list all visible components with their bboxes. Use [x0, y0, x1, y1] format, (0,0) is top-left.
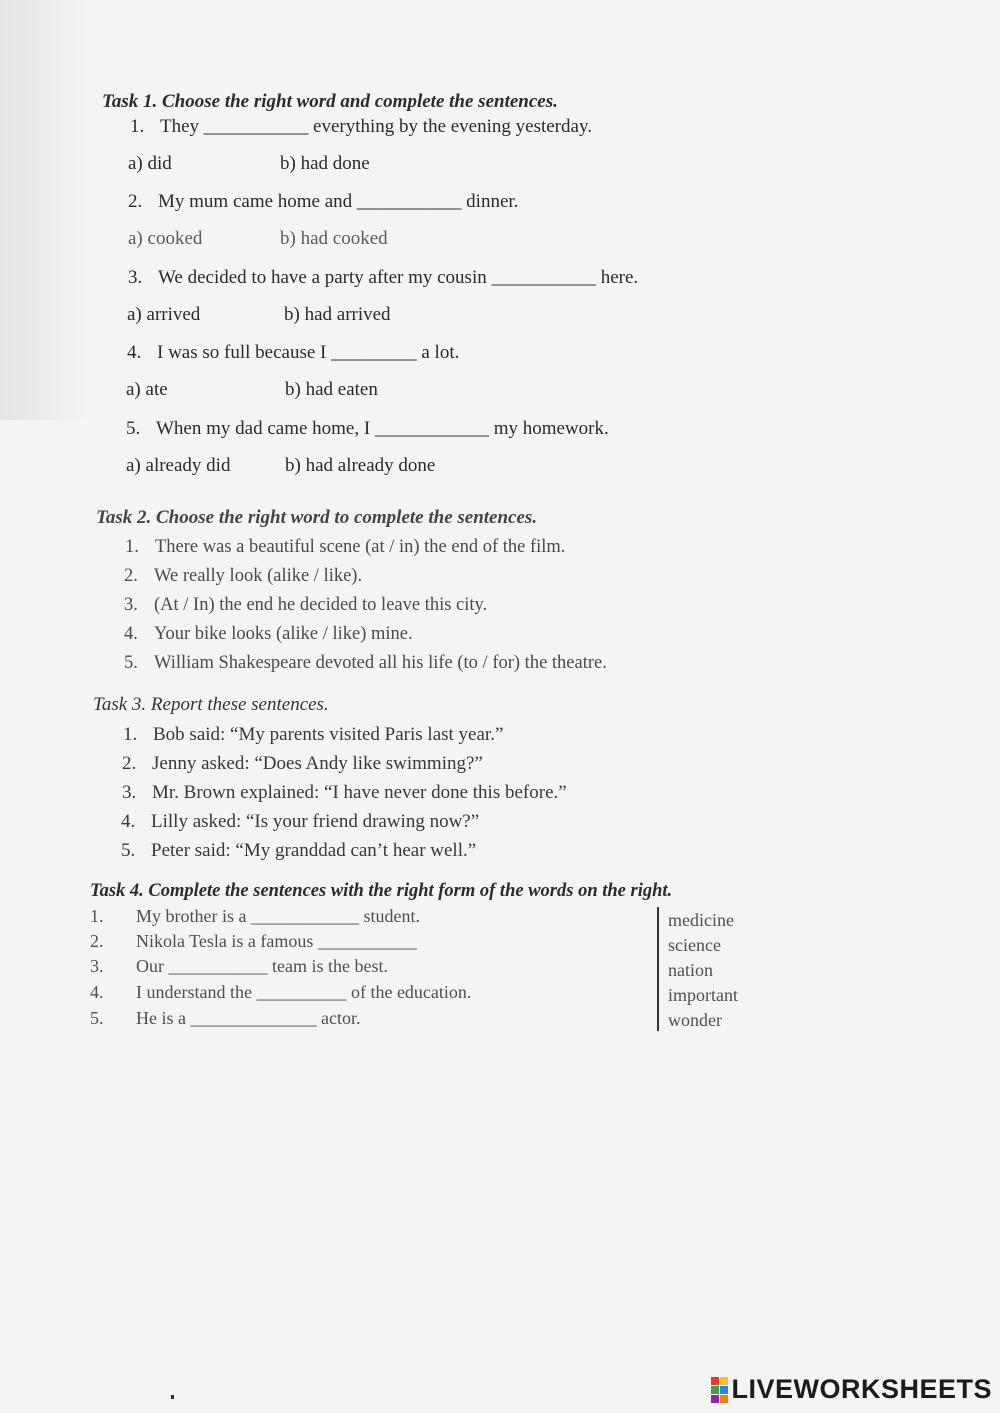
task2-item-1	[125, 537, 565, 558]
task2-item-3	[124, 595, 487, 616]
item-number: 3.	[90, 956, 104, 976]
option-a[interactable]: a) already did	[126, 455, 231, 476]
item-text: Our ___________ team is the best.	[136, 956, 388, 976]
item-text: Lilly asked: “Is your friend drawing now?”	[151, 811, 480, 832]
option-b[interactable]: b) had done	[280, 153, 370, 174]
liveworksheets-text: LIVEWORKSHEETS	[731, 1374, 992, 1404]
word-wonder: wonder	[668, 1010, 722, 1030]
option-a[interactable]: a) did	[128, 153, 172, 174]
item-text: We really look (alike / like).	[154, 566, 363, 586]
item-number: 2.	[124, 566, 138, 586]
item-text: He is a ______________ actor.	[136, 1008, 361, 1028]
task1-options-1	[128, 153, 528, 177]
task3-item-5	[121, 840, 476, 862]
liveworksheets-logo	[711, 1374, 992, 1405]
option-b[interactable]: b) had cooked	[280, 228, 388, 249]
task1-options-5	[126, 455, 526, 479]
item-text: I understand the __________ of the education.	[136, 982, 472, 1002]
word-nation: nation	[668, 960, 713, 980]
word-important: important	[668, 985, 738, 1005]
item-number: 3.	[122, 782, 137, 803]
item-number: 5.	[121, 840, 136, 861]
item-number: 3.	[124, 595, 138, 615]
question-number: 5.	[126, 418, 141, 439]
task2-item-4	[124, 624, 413, 645]
task3-item-3	[122, 782, 567, 804]
item-number: 4.	[90, 982, 104, 1002]
item-text: (At / In) the end he decided to leave this city.	[154, 595, 488, 615]
task1-question-1	[130, 116, 592, 138]
scan-shadow	[0, 0, 90, 420]
task1-question-3	[128, 267, 638, 289]
item-number: 2.	[122, 753, 137, 774]
item-text: My brother is a ____________ student.	[136, 906, 420, 926]
scan-speck	[171, 1395, 174, 1399]
question-text: We decided to have a party after my cousin ___________ here.	[158, 267, 639, 288]
item-number: 5.	[124, 653, 138, 673]
option-b[interactable]: b) had eaten	[285, 379, 378, 400]
item-text: Peter said: “My granddad can’t hear well.”	[151, 840, 477, 861]
logo-square	[711, 1395, 719, 1403]
task3-item-2	[122, 753, 483, 775]
item-number: 1.	[125, 537, 139, 557]
word-list-divider	[657, 907, 659, 1031]
question-number: 2.	[128, 191, 143, 212]
option-b[interactable]: b) had already done	[285, 455, 436, 476]
liveworksheets-grid-icon	[711, 1377, 728, 1403]
item-number: 2.	[90, 931, 104, 951]
item-text: There was a beautiful scene (at / in) the end of the film.	[155, 537, 566, 557]
logo-square	[711, 1377, 719, 1385]
logo-square	[720, 1377, 728, 1385]
logo-square	[720, 1386, 728, 1394]
item-number: 4.	[121, 811, 136, 832]
question-text: They ___________ everything by the evening yesterday.	[160, 116, 592, 137]
logo-square	[720, 1395, 728, 1403]
logo-square	[711, 1386, 719, 1394]
item-number: 1.	[90, 906, 104, 926]
question-text: My mum came home and ___________ dinner.	[158, 191, 519, 212]
task1-title: Task 1. Choose the right word and complete the sentences.	[102, 91, 558, 112]
item-text: Your bike looks (alike / like) mine.	[154, 624, 413, 644]
item-text: Mr. Brown explained: “I have never done this before.”	[152, 782, 567, 803]
task1-question-4	[127, 342, 459, 364]
task4-item-5	[90, 1008, 360, 1029]
task4-item-2	[90, 931, 417, 952]
word-medicine: medicine	[668, 910, 734, 930]
task3-item-4	[121, 811, 479, 833]
question-number: 1.	[130, 116, 145, 137]
item-text: Bob said: “My parents visited Paris last year.”	[153, 724, 504, 745]
task1-question-5	[126, 418, 609, 440]
option-a[interactable]: a) cooked	[128, 228, 203, 249]
task3-title: Task 3. Report these sentences.	[93, 694, 329, 715]
item-text: Jenny asked: “Does Andy like swimming?”	[152, 753, 483, 774]
task1-question-2	[128, 191, 518, 213]
item-number: 1.	[123, 724, 138, 745]
task2-item-2	[124, 566, 362, 587]
task1-options-3	[127, 304, 527, 328]
question-number: 4.	[127, 342, 142, 363]
task4-item-4	[90, 982, 471, 1003]
task1-options-4	[126, 379, 526, 403]
question-number: 3.	[128, 267, 143, 288]
task3-item-1	[123, 724, 503, 746]
task4-title: Task 4. Complete the sentences with the right form of the words on the right.	[90, 881, 673, 901]
option-b[interactable]: b) had arrived	[284, 304, 391, 325]
task4-item-1	[90, 906, 420, 927]
item-text: Nikola Tesla is a famous ___________	[136, 931, 417, 951]
item-text: William Shakespeare devoted all his life (to / for) the theatre.	[154, 653, 607, 673]
task2-title: Task 2. Choose the right word to complete the sentences.	[96, 507, 538, 528]
question-text: When my dad came home, I ____________ my homework.	[156, 418, 609, 439]
task2-item-5	[124, 653, 607, 674]
item-number: 4.	[124, 624, 138, 644]
option-a[interactable]: a) arrived	[127, 304, 201, 325]
question-text: I was so full because I _________ a lot.	[157, 342, 460, 363]
task4-item-3	[90, 956, 388, 977]
word-science: science	[668, 935, 721, 955]
item-number: 5.	[90, 1008, 104, 1028]
option-a[interactable]: a) ate	[126, 379, 168, 400]
task1-options-2	[128, 228, 528, 252]
